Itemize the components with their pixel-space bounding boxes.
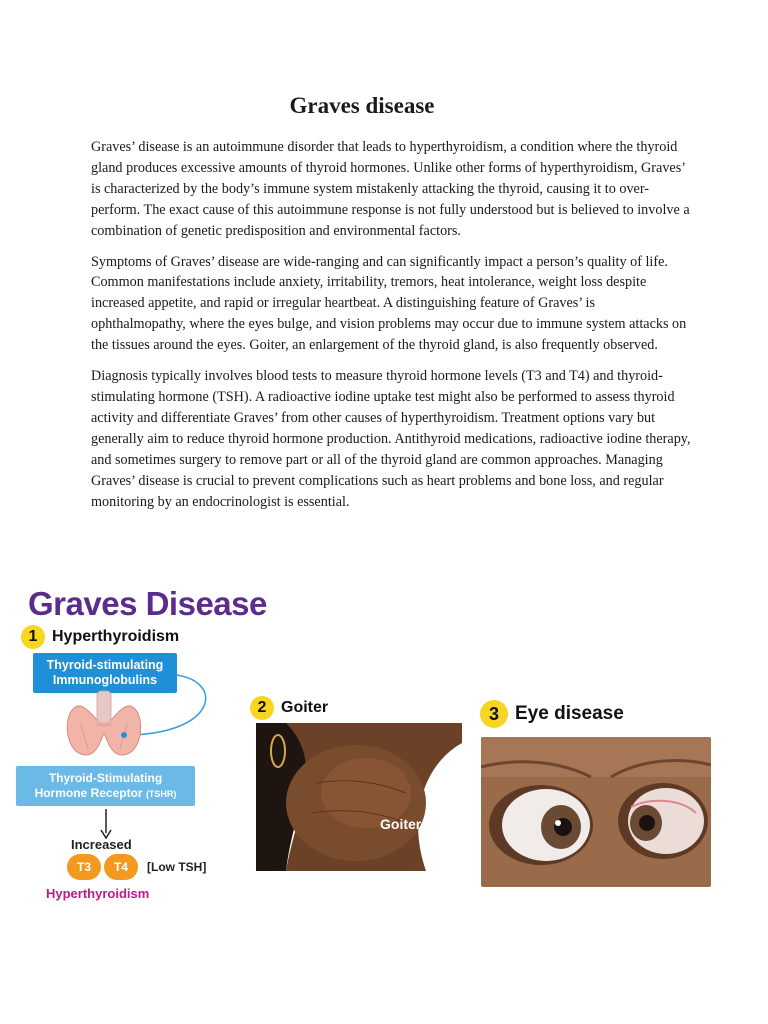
arrow-down-icon [100,809,112,839]
thyroid-gland-icon [67,691,141,755]
tsi-line1: Thyroid-stimulating [46,658,164,672]
graves-infographic [0,583,768,913]
step-number-badge: 1 [21,625,45,649]
infographic-title: Graves Disease [28,585,267,622]
tshr-line1: Thyroid-Stimulating [48,770,163,785]
step-label: Goiter [281,699,329,716]
step-label: Hyperthyroidism [52,628,180,645]
paragraph-symptoms: Symptoms of Graves’ disease are wide-ranging and can significantly impact a person’s quality of life. Common manifestations include anxiety, irritability, tremors, heat intolerance, weight loss despite increased appetite, and rapid or irregular heartbeat. A distinguishing feature of Graves’ is ophthalmopathy, where the eyes bulge, and vision problems may occur due to immune system attacks on the tissues around the eyes. Goiter, an enlargement of the thyroid gland, is also frequently observed. [91,253,687,354]
tsi-line2: Immunoglobulins [52,673,158,687]
goiter-photo [256,723,462,871]
step-eye-disease [480,700,624,728]
tshr-box [16,766,195,806]
paragraph-intro: Graves’ disease is an autoimmune disorder that leads to hyperthyroidism, a condition where the thyroid gland produces excessive amounts of thyroid hormones. Unlike other forms of hyperthyroidism, Graves’ is characterized by the body’s immune system mistakenly attacking the thyroid, causing it to over-perform. The exact cause of this autoimmune response is not fully understood but is believed to involve a combination of genetic predisposition and environmental factors. [91,139,690,239]
increased-label: Increased [71,837,132,852]
page-title: Graves disease [289,93,435,118]
paragraph-diagnosis: Diagnosis typically involves blood tests to measure thyroid hormone levels (T3 and T4) and thyroid-stimulating hormone (TSH). A radioactive iodine uptake test might also be performed to assess thyroid activity and differentiate Graves’ from other causes of hyperthyroidism. Treatment options vary but generally aim to reduce thyroid hormone production. Antithyroid medications, radioactive iodine therapy, and sometimes surgery to remove part or all of the thyroid gland are common approaches. Managing Graves’ disease is crucial to prevent complications such as heart problems and bone loss, and regular monitoring by an endocrinologist is essential. [91,368,691,510]
step-label: Eye disease [515,703,624,724]
eye-disease-photo [481,737,711,887]
step-goiter [250,696,328,720]
hormone-badge-t4: T4 [104,854,138,880]
step-number-badge: 3 [480,700,508,728]
tshr-abbr: (TSHR) [145,788,177,799]
hormone-row [67,854,206,880]
goiter-photo-label: Goiter [380,816,422,832]
hormone-badge-t3: T3 [67,854,101,880]
step-number-badge: 2 [250,696,274,720]
low-tsh-label: [Low TSH] [147,860,207,874]
article-body [91,137,691,522]
result-label: Hyperthyroidism [46,886,150,901]
tshr-line2: Hormone Receptor [34,785,143,800]
